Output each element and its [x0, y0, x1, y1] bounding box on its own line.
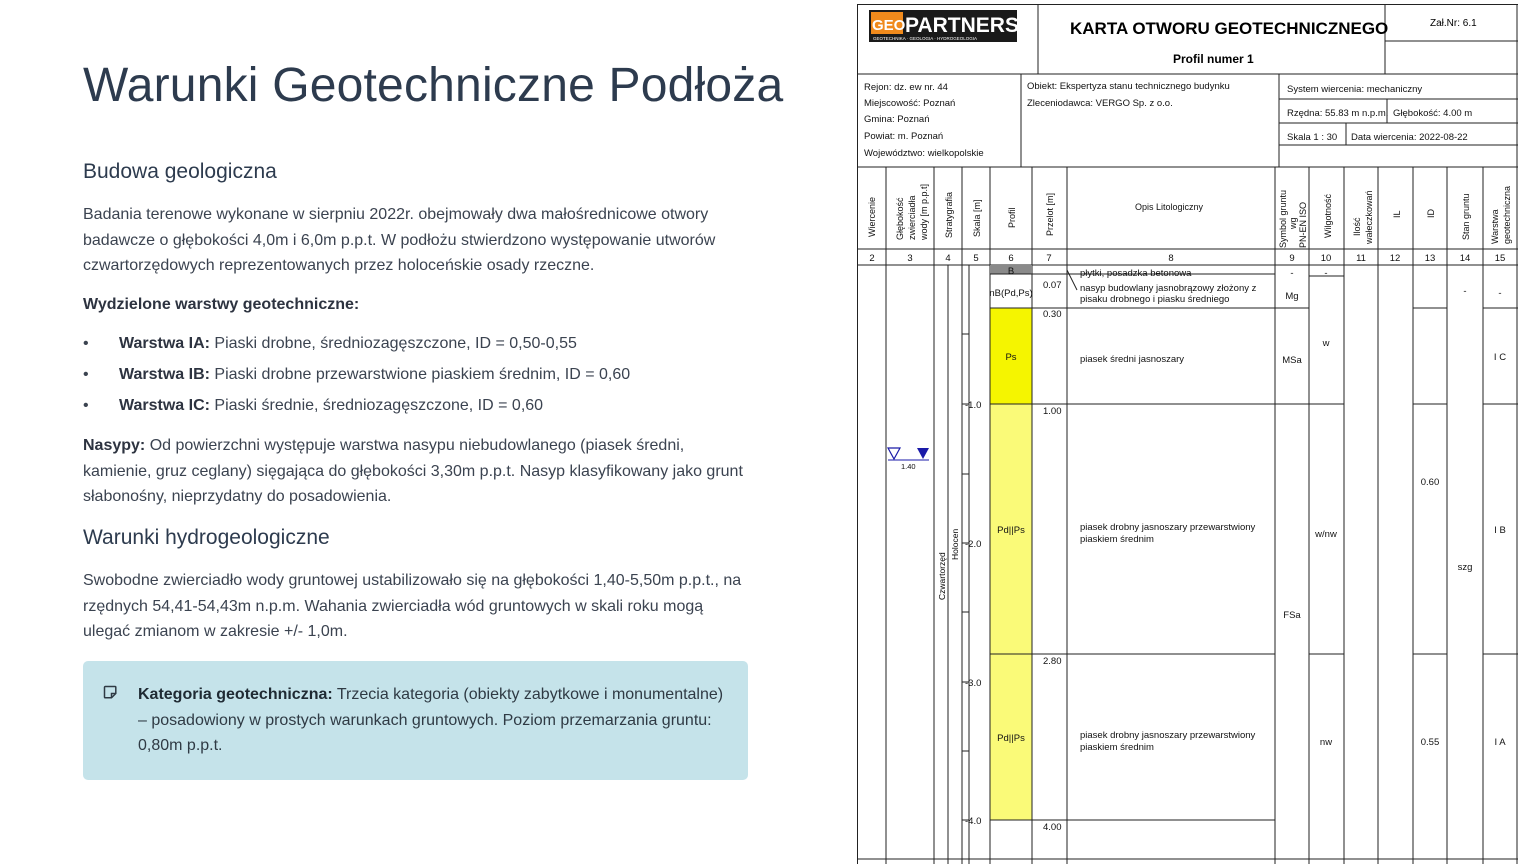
geo-layer: - — [1498, 288, 1502, 299]
soil-symbol: MSa — [1282, 355, 1302, 366]
info-region: Rejon: dz. ew nr. 44 — [864, 82, 948, 93]
water-level-marker — [888, 448, 929, 471]
geology-paragraph: Badania terenowe wykonane w sierpniu 2022r. obejmowały dwa małośrednicowe otwory badawcze o głębokości 4,0m i 6,0m p.p.t. W podłożu stwierdzono występowanie utworów czwartorzędowych reprezentowanych przez holoceńskie osady rzeczne. — [83, 206, 716, 274]
svg-text:geotechniczna: geotechniczna — [1502, 185, 1512, 244]
geopartners-logo — [869, 10, 1019, 42]
svg-text:zwierciadła: zwierciadła — [907, 195, 917, 240]
fill-paragraph — [83, 433, 751, 510]
litho-description: piasek średni jasnoszary — [1080, 354, 1185, 365]
col-number: 11 — [1356, 253, 1366, 264]
depth-mark: 4.00 — [1043, 822, 1062, 833]
layer-label: Warstwa IA: — [119, 335, 210, 352]
col-number: 13 — [1424, 253, 1436, 264]
fill-text: Od powierzchni występuje warstwa nasypu niebudowlanego (piasek średni, kamienie, gruz ceglany) sięgająca do głębokości 3,30m p.p.t. Nasyp klasyfikowany jako grunt słabonośny, nieprzydatny do posadowienia. — [83, 437, 743, 505]
svg-text:piaskiem średnim: piaskiem średnim — [1080, 534, 1154, 545]
moisture: w — [1322, 338, 1330, 349]
soil-state: - — [1463, 286, 1467, 297]
col-number: 7 — [1046, 253, 1052, 264]
col-number: 8 — [1168, 253, 1174, 264]
moisture: nw — [1319, 737, 1333, 748]
col-header-il: IL — [1392, 210, 1402, 218]
stratigraphy-era: Czwartorzęd — [937, 552, 947, 600]
col-header-profile: Profil — [1007, 207, 1017, 228]
info-county: Powiat: m. Poznań — [864, 131, 944, 142]
callout-label: Kategoria geotechniczna: — [138, 686, 333, 703]
scale-tick-label: -4.0 — [965, 816, 982, 827]
litho-description: piasek drobny jasnoszary przewarstwiony — [1080, 522, 1256, 533]
card-subtitle: Profil numer 1 — [1173, 52, 1254, 66]
geo-layer: I A — [1494, 737, 1506, 748]
col-number: 4 — [945, 253, 951, 264]
geo-layer: I B — [1494, 525, 1506, 536]
callout-text — [138, 682, 728, 759]
layer-text: Piaski drobne przewarstwione piaskiem średnim, ID = 0,60 — [209, 366, 631, 383]
scale-tick-label: -3.0 — [965, 678, 982, 689]
geo-layer: I C — [1493, 352, 1507, 363]
note-icon — [103, 685, 117, 699]
info-client: Zleceniodawca: VERGO Sp. z o.o. — [1027, 98, 1173, 109]
profile-label: Ps — [1005, 352, 1017, 363]
depth-mark: 1.00 — [1043, 406, 1062, 417]
layer-text: Piaski drobne, średniozagęszczone, ID = 0,50-0,55 — [209, 335, 577, 352]
density-index: 0.55 — [1420, 737, 1440, 748]
col-header-id: ID — [1426, 209, 1436, 218]
depth-mark: 0.30 — [1043, 309, 1062, 320]
col-header-description: Opis Litologiczny — [1135, 202, 1204, 212]
section-heading-hydro: Warunki hydrogeologiczne — [83, 526, 330, 549]
depth-mark: 2.80 — [1043, 656, 1062, 667]
col-header-scale: Skala [m] — [972, 199, 982, 237]
info-object: Obiekt: Ekspertyza stanu technicznego budynku — [1027, 81, 1230, 92]
svg-text:wody [m p.p.t]: wody [m p.p.t] — [919, 183, 929, 240]
col-number: 14 — [1459, 253, 1471, 264]
borehole-card — [857, 4, 1518, 864]
col-header-moisture: Wilgotność — [1323, 193, 1333, 238]
col-header-state: Stan gruntu — [1461, 193, 1471, 240]
col-number: 9 — [1289, 253, 1295, 264]
drilling-system: System wiercenia: mechaniczny — [1287, 84, 1423, 95]
layers-heading: Wydzielone warstwy geotechniczne: — [83, 296, 360, 313]
svg-text:pisaku drobnego i piasku średn: pisaku drobnego i piasku średniego — [1080, 294, 1230, 305]
hydro-paragraph: Swobodne zwierciadło wody gruntowej ustabilizowało się na głębokości 1,40-5,50m p.p.t., na rzędnych 54,41-54,43m n.p.m. Wahania zwierciadła wód gruntowych w skali roku mogą ulegać zmianom w zakresie +/- 1,0m. — [83, 572, 742, 640]
logo-geo: GEO — [872, 17, 906, 34]
depth: Głębokość: 4.00 m — [1393, 108, 1473, 119]
profile-label: Pd||Ps — [997, 733, 1025, 744]
elevation: Rzędna: 55.83 m n.p.m. — [1287, 108, 1389, 119]
col-header-geo-layer: Warstwa — [1490, 209, 1500, 244]
logo-tagline: GEOTECHNIKA · GEOLOGIA · HYDROGEOLOGIA — [873, 36, 978, 41]
moisture: w/nw — [1315, 529, 1337, 540]
litho-description: płytki, posadzka betonowa — [1080, 268, 1192, 279]
profile-label: Pd||Ps — [997, 525, 1025, 536]
section-heading-geology: Budowa geologiczna — [83, 160, 277, 183]
card-title: KARTA OTWORU GEOTECHNICZNEGO — [1070, 19, 1389, 38]
soil-state: szg — [1457, 562, 1473, 573]
col-header-water-depth: Głębokość — [895, 197, 905, 240]
info-commune: Gmina: Poznań — [864, 114, 930, 125]
stratigraphy-epoch: Holocen — [950, 528, 960, 560]
scale-tick-label: -1.0 — [965, 400, 982, 411]
col-number: 2 — [869, 253, 875, 264]
col-number: 15 — [1494, 253, 1506, 264]
litho-description: nasyp budowlany jasnobrązowy złożony z — [1080, 283, 1257, 294]
col-number: 12 — [1389, 253, 1401, 264]
col-number: 5 — [973, 253, 979, 264]
col-header-symbol: Symbol gruntu — [1278, 189, 1288, 248]
callout-body: Trzecia kategoria (obiekty zabytkowe i monumentalne) – posadowiony w prostych warunkach gruntowych. Poziom przemarzania gruntu: 0,80m p.p.t. — [138, 686, 724, 754]
water-level-value: 1.40 — [901, 462, 916, 471]
bullet: • — [83, 366, 89, 383]
svg-text:wg: wg — [1288, 217, 1298, 229]
bullet: • — [83, 397, 89, 414]
svg-text:PN-EN ISO: PN-EN ISO — [1298, 201, 1308, 248]
depth-mark: 0.07 — [1043, 280, 1062, 291]
info-voivodeship: Województwo: wielkopolskie — [864, 148, 984, 159]
scale-tick-label: -2.0 — [965, 539, 982, 550]
bullet: • — [83, 335, 89, 352]
layer-label: Warstwa IB: — [119, 366, 210, 383]
layer-label: Warstwa IC: — [119, 397, 210, 414]
info-town: Miejscowość: Poznań — [864, 98, 956, 109]
svg-text:piaskiem średnim: piaskiem średnim — [1080, 742, 1154, 753]
col-header-depth: Przelot [m] — [1045, 192, 1055, 236]
col-header-drilling: Wiercenie — [867, 196, 877, 237]
col-number: 10 — [1320, 253, 1332, 264]
soil-symbol: Mg — [1285, 291, 1299, 302]
col-number: 3 — [907, 253, 913, 264]
layer-text: Piaski średnie, średniozagęszczone, ID = 0,60 — [209, 397, 544, 414]
drilling-date: Data wiercenia: 2022-08-22 — [1351, 132, 1468, 143]
borehole-log — [857, 4, 1518, 864]
moisture: - — [1324, 268, 1328, 279]
col-number: 6 — [1008, 253, 1014, 264]
page-title: Warunki Geotechniczne Podłoża — [83, 59, 784, 112]
col-header-stratigraphy: Stratygrafia — [944, 191, 954, 238]
scale: Skala 1 : 30 — [1287, 132, 1338, 143]
fill-label: Nasypy: — [83, 437, 146, 454]
attachment-number: Zał.Nr: 6.1 — [1430, 18, 1477, 29]
profile-label: nB(Pd,Ps) — [989, 288, 1033, 299]
density-index: 0.60 — [1420, 477, 1440, 488]
svg-text:wałeczkowań: wałeczkowań — [1364, 190, 1374, 244]
col-header-rolls: Ilość — [1352, 217, 1362, 236]
soil-symbol: - — [1290, 268, 1294, 279]
litho-description: piasek drobny jasnoszary przewarstwiony — [1080, 730, 1256, 741]
soil-symbol: FSa — [1283, 610, 1301, 621]
profile-label: B — [1007, 266, 1015, 277]
logo-partners: PARTNERS — [905, 14, 1019, 37]
callout-box — [83, 661, 748, 780]
